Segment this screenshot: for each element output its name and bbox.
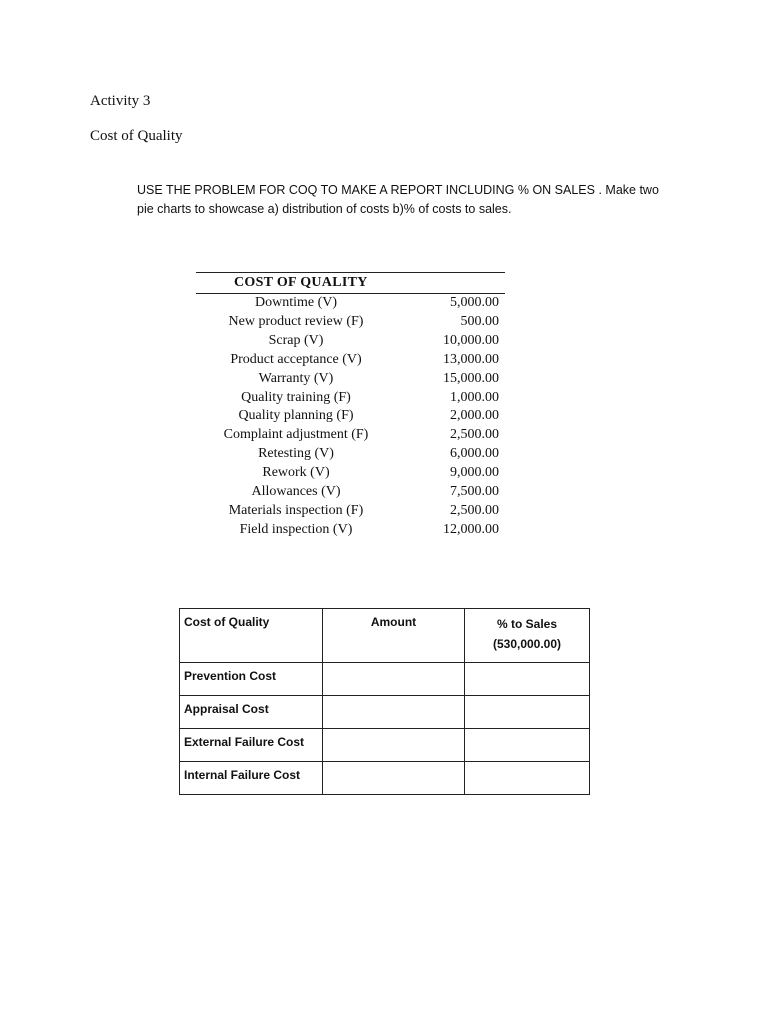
table-row (196, 294, 505, 313)
report-header-amount: Amount (323, 609, 465, 663)
report-row-label: Appraisal Cost (180, 696, 323, 729)
report-header-cost-of-quality: Cost of Quality (180, 609, 323, 663)
cost-item-amount: 7,500.00 (450, 484, 499, 500)
report-header-pct-to-sales (465, 609, 590, 663)
cost-item-label: Retesting (V) (258, 446, 334, 462)
cost-item-amount: 6,000.00 (450, 446, 499, 462)
instructions-line-1: USE THE PROBLEM FOR COQ TO MAKE A REPORT INCLUDING % ON SALES . Make two (137, 183, 659, 197)
cost-item-label: Quality planning (F) (238, 408, 354, 424)
report-row-label: Prevention Cost (180, 663, 323, 696)
table-row (196, 426, 505, 445)
cost-item-amount: 9,000.00 (450, 465, 499, 481)
table-row (196, 332, 505, 351)
table-row (196, 389, 505, 408)
cost-item-amount: 13,000.00 (443, 351, 499, 367)
cost-item-label: Quality training (F) (241, 389, 351, 405)
table-row (196, 464, 505, 483)
cost-item-label: Materials inspection (F) (228, 502, 364, 518)
cost-item-amount: 2,500.00 (450, 427, 499, 443)
cost-item-label: Product acceptance (V) (230, 351, 362, 367)
table-row (180, 729, 590, 762)
cost-item-label: Downtime (V) (254, 295, 338, 310)
table-row (196, 313, 505, 332)
cost-item-label: Allowances (V) (251, 484, 341, 500)
coq-report-table (179, 608, 590, 795)
cost-item-amount: 10,000.00 (443, 332, 499, 348)
report-table-header-row (180, 609, 590, 663)
page-title: Cost of Quality (90, 128, 183, 144)
activity-title: Activity 3 (90, 93, 151, 109)
cost-item-amount: 5,000.00 (450, 295, 499, 310)
table-row (196, 483, 505, 502)
table-row (180, 663, 590, 696)
table-row (196, 445, 505, 464)
cost-item-amount: 500.00 (460, 313, 499, 329)
report-row-label: Internal Failure Cost (180, 762, 323, 795)
cost-item-label: Scrap (V) (268, 332, 324, 348)
report-row-label: External Failure Cost (180, 729, 323, 762)
cost-of-quality-data-table (196, 272, 505, 540)
report-pct-cell[interactable] (465, 729, 590, 762)
report-pct-cell[interactable] (465, 696, 590, 729)
cost-item-amount: 2,500.00 (450, 502, 499, 518)
table-row (196, 502, 505, 521)
table-row (196, 370, 505, 389)
report-amount-cell[interactable] (323, 729, 465, 762)
report-pct-cell[interactable] (465, 663, 590, 696)
coq-table-header: COST OF QUALITY (196, 273, 505, 294)
report-amount-cell[interactable] (323, 663, 465, 696)
report-pct-cell[interactable] (465, 762, 590, 795)
table-row (196, 407, 505, 426)
cost-item-label: Field inspection (V) (239, 521, 353, 537)
table-row (196, 351, 505, 370)
instructions-line-2: pie charts to showcase a) distribution of costs b)% of costs to sales. (137, 202, 512, 216)
table-row (196, 521, 505, 540)
report-amount-cell[interactable] (323, 696, 465, 729)
instructions-paragraph (137, 181, 697, 219)
table-row (180, 762, 590, 795)
cost-item-amount: 1,000.00 (450, 389, 499, 405)
report-amount-cell[interactable] (323, 762, 465, 795)
table-row (180, 696, 590, 729)
cost-item-label: Rework (V) (262, 465, 330, 481)
cost-item-amount: 15,000.00 (443, 370, 499, 386)
coq-table-header-row (196, 273, 505, 294)
cost-item-label: New product review (F) (228, 313, 364, 329)
cost-item-amount: 2,000.00 (450, 408, 499, 424)
cost-item-label: Warranty (V) (258, 370, 334, 386)
pct-to-sales-label: % to Sales (496, 617, 558, 631)
cost-item-amount: 12,000.00 (443, 521, 499, 537)
sales-total-label: (530,000.00) (492, 637, 562, 651)
cost-item-label: Complaint adjustment (F) (223, 427, 369, 443)
